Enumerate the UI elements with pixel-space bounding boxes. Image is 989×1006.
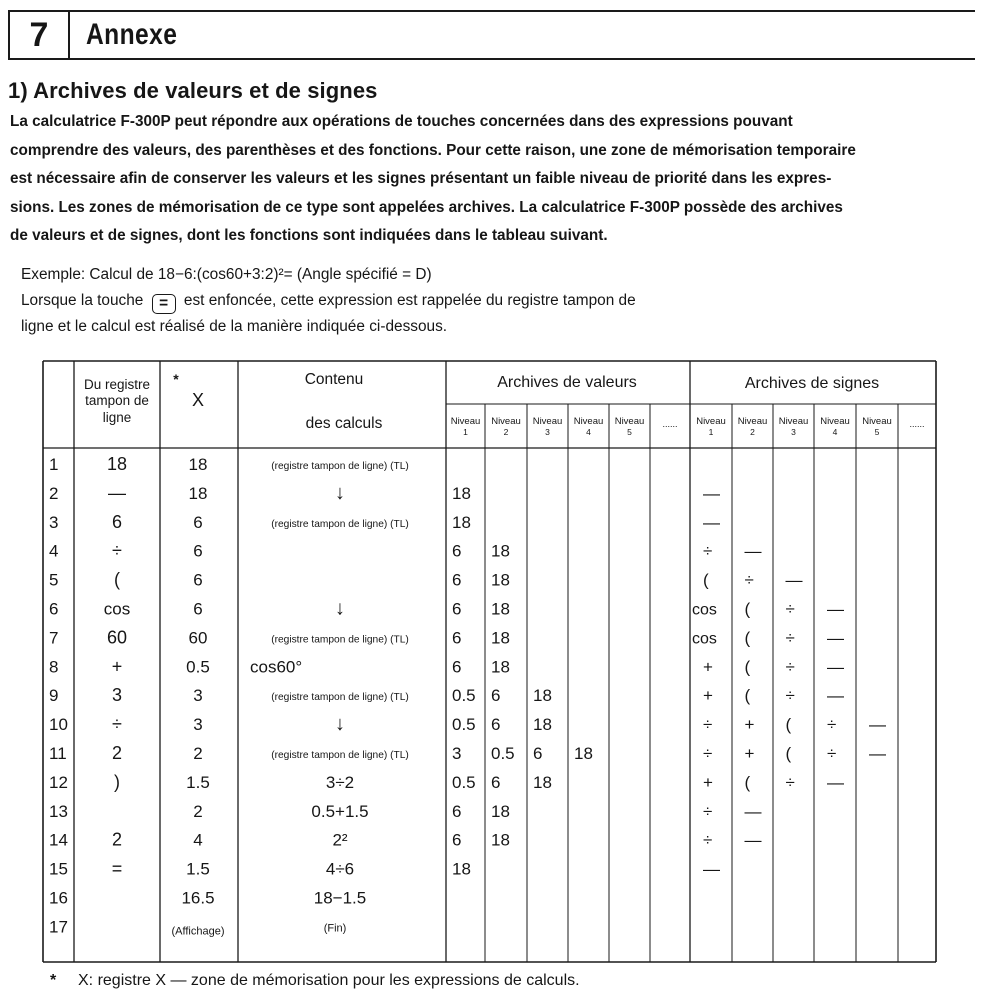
cell-sign-archive: ÷ (703, 830, 713, 850)
cell-x: 6 (193, 570, 203, 590)
header-buffer: ligne (102, 410, 132, 425)
header-level-number: 1 (463, 427, 468, 437)
cell-contents: 2² (332, 830, 348, 850)
cell-sign-archive: ÷ (827, 715, 837, 735)
cell-sign-archive: ÷ (785, 686, 795, 706)
intro-line: est nécessaire afin de conserver les valeurs et les signes présentant un faible niveau de priorité dans les expres- (10, 170, 832, 188)
cell-value-archive: 18 (452, 483, 471, 503)
cell-x: 6 (193, 541, 203, 561)
cell-sign-archive: — (703, 859, 720, 879)
cell-contents: (registre tampon de ligne) (TL) (271, 518, 409, 530)
cell-buffer: ( (114, 569, 120, 590)
footnote-star: * (50, 972, 57, 989)
cell-x: 2 (193, 801, 203, 821)
cell-value-archive: 18 (491, 657, 510, 677)
cell-x: 16.5 (181, 888, 215, 908)
header-buffer: Du registre (83, 377, 151, 392)
row-number: 1 (49, 455, 59, 474)
cell-sign-archive: — (744, 541, 762, 561)
cell-value-archive: 3 (452, 744, 462, 763)
cell-sign-archive: + (703, 657, 713, 677)
cell-value-archive: 6 (491, 772, 501, 792)
header-level-number: 5 (627, 427, 632, 437)
cell-value-archive: 6 (452, 541, 462, 561)
cell-value-archive: 18 (491, 541, 510, 561)
cell-value-archive: 0.5 (452, 686, 476, 706)
cell-value-archive: 18 (533, 715, 552, 735)
row-number: 5 (49, 570, 59, 590)
cell-sign-archive: — (744, 830, 762, 850)
cell-buffer: 18 (106, 454, 128, 474)
cell-buffer: ÷ (112, 714, 122, 735)
cell-value-archive: 0.5 (452, 715, 476, 735)
header-level-number: 4 (832, 427, 838, 437)
cell-value-archive: 18 (491, 570, 510, 590)
cell-x: 2 (193, 744, 203, 763)
cell-sign-archive: — (703, 512, 720, 532)
cell-sign-archive: — (827, 657, 844, 677)
header-x: X (191, 390, 205, 410)
cell-value-archive: 6 (452, 801, 462, 821)
header-level-number: 4 (586, 427, 591, 437)
header-more: ...... (909, 419, 925, 429)
row-number: 2 (49, 483, 59, 503)
row-number: 15 (49, 859, 68, 879)
cell-sign-archive: ÷ (827, 744, 837, 763)
cell-sign-archive: + (703, 772, 713, 792)
cell-value-archive: 18 (574, 744, 593, 763)
cell-sign-archive: ÷ (785, 628, 795, 648)
example-line: ligne et le calcul est réalisé de la manière indiquée ci-dessous. (21, 318, 448, 335)
header-level-number: 2 (503, 427, 509, 437)
cell-sign-archive: ÷ (785, 599, 795, 619)
cell-sign-archive: ( (703, 570, 709, 590)
cell-buffer: 3 (111, 685, 123, 706)
cell-sign-archive: ÷ (703, 744, 713, 763)
cell-buffer: ÷ (112, 540, 122, 561)
row-number: 16 (49, 888, 68, 908)
example-text: est enfoncée, cette expression est rappelée du registre tampon de (183, 292, 636, 309)
cell-x: 3 (193, 715, 203, 735)
cell-buffer: ) (114, 771, 120, 792)
cell-value-archive: 18 (491, 628, 510, 648)
cell-contents: cos60° (250, 657, 303, 677)
cell-contents: ↓ (335, 481, 345, 504)
cell-buffer: = (111, 858, 123, 879)
cell-buffer: — (108, 482, 126, 503)
row-number: 4 (49, 541, 59, 561)
section-title: 1) Archives de valeurs et de signes (8, 78, 378, 103)
row-number: 11 (49, 744, 67, 763)
cell-value-archive: 6 (491, 715, 501, 735)
header-level: Niveau (491, 416, 521, 427)
cell-buffer: + (111, 656, 123, 677)
cell-value-archive: 18 (491, 801, 510, 821)
cell-buffer: 60 (106, 627, 128, 648)
header-level-number: 3 (791, 427, 796, 437)
cell-contents: 18−1.5 (313, 888, 367, 908)
cell-value-archive: 6 (452, 570, 462, 590)
header-level: Niveau (862, 416, 892, 427)
header-value-archives: Archives de valeurs (497, 374, 637, 391)
cell-sign-archive: ( (744, 628, 751, 648)
cell-contents: (registre tampon de ligne) (TL) (271, 692, 409, 704)
cell-contents: ↓ (335, 597, 345, 620)
cell-value-archive: 18 (491, 830, 510, 850)
cell-sign-archive: ( (744, 686, 751, 706)
cell-sign-archive: — (869, 744, 886, 763)
row-number: 13 (49, 801, 68, 821)
equals-key-icon: = (152, 294, 176, 314)
cell-sign-archive: ÷ (703, 715, 713, 735)
cell-sign-archive: — (827, 686, 844, 706)
cell-value-archive: 6 (452, 628, 462, 648)
cell-sign-archive: + (703, 686, 713, 706)
cell-sign-archive: ÷ (703, 541, 713, 561)
cell-x: 18 (188, 483, 208, 503)
cell-buffer: cos (103, 599, 131, 619)
header-level: Niveau (614, 416, 645, 427)
cell-x: 60 (188, 628, 208, 648)
cell-sign-archive: — (703, 483, 720, 503)
cell-sign-archive: ÷ (703, 801, 713, 821)
row-number: 14 (49, 830, 68, 850)
cell-value-archive: 18 (452, 512, 471, 532)
example-text: Lorsque la touche (21, 292, 144, 309)
cell-value-archive: 6 (452, 599, 462, 619)
cell-sign-archive: ÷ (785, 772, 795, 792)
cell-contents: (Fin) (323, 922, 347, 935)
cell-value-archive: 18 (491, 599, 510, 619)
cell-x: 6 (193, 599, 203, 619)
row-number: 10 (49, 715, 68, 735)
cell-value-archive: 18 (452, 859, 471, 879)
cell-value-archive: 6 (491, 686, 501, 706)
cell-value-archive: 18 (533, 686, 552, 706)
row-number: 8 (49, 657, 59, 677)
header-sign-archives: Archives de signes (744, 375, 880, 392)
cell-sign-archive: ( (785, 744, 792, 763)
cell-sign-archive: + (744, 715, 755, 735)
cell-x: 1.5 (186, 772, 210, 792)
intro-line: comprendre des valeurs, des parenthèses et des fonctions. Pour cette raison, une zone de mémorisation temporaire (10, 141, 856, 159)
intro-line: La calculatrice F-300P peut répondre aux opérations de touches concernées dans des expressions pouvant (10, 113, 793, 130)
cell-buffer: 2 (111, 829, 123, 850)
header-level: Niveau (573, 416, 604, 427)
cell-x: 1.5 (186, 859, 210, 879)
cell-contents: (registre tampon de ligne) (TL) (271, 634, 409, 646)
header-x-star: * (173, 371, 179, 387)
cell-x: 6 (193, 512, 203, 532)
cell-x: 0.5 (186, 657, 210, 677)
cell-sign-archive: ( (744, 772, 751, 792)
header-level: Niveau (820, 416, 850, 427)
cell-sign-archive: — (827, 772, 844, 792)
header-contents: Contenu (304, 371, 364, 388)
header-level: Niveau (696, 416, 726, 427)
cell-value-archive: 6 (452, 657, 462, 677)
header-level-number: 5 (874, 427, 880, 437)
cell-sign-archive: ( (785, 715, 792, 735)
cell-buffer: 6 (111, 511, 123, 532)
header-level: Niveau (532, 416, 563, 427)
cell-value-archive: 0.5 (452, 772, 476, 792)
header-level: Niveau (778, 416, 809, 427)
row-number: 7 (49, 628, 59, 648)
footnote-text: X: registre X — zone de mémorisation pour les expressions de calculs. (78, 972, 580, 989)
cell-sign-archive: ÷ (785, 657, 795, 677)
cell-sign-archive: ( (744, 657, 751, 677)
footnote (50, 972, 580, 990)
cell-x: (Affichage) (171, 925, 225, 938)
row-number: 6 (49, 599, 59, 619)
cell-buffer: 2 (111, 743, 123, 763)
header-level-number: 3 (545, 427, 550, 437)
cell-sign-archive: — (869, 715, 886, 735)
cell-value-archive: 0.5 (491, 744, 515, 763)
cell-sign-archive: — (827, 628, 844, 648)
header-contents: des calculs (305, 415, 383, 432)
cell-contents: (registre tampon de ligne) (TL) (271, 750, 409, 761)
cell-sign-archive: ( (744, 599, 751, 619)
cell-x: 3 (193, 686, 203, 706)
cell-x: 18 (188, 455, 208, 474)
header-more: ...... (662, 419, 678, 429)
cell-sign-archive: + (744, 744, 755, 763)
chapter-number: 7 (8, 10, 70, 60)
row-number: 12 (49, 772, 68, 792)
intro-line: sions. Les zones de mémorisation de ce type sont appelées archives. La calculatrice F-300P possède des archives (10, 198, 843, 216)
cell-contents: ↓ (335, 713, 345, 736)
cell-value-archive: 6 (452, 830, 462, 850)
cell-sign-archive: — (827, 599, 844, 619)
cell-contents: (registre tampon de ligne) (TL) (271, 461, 409, 472)
cell-sign-archive: — (744, 801, 762, 821)
intro-line: de valeurs et de signes, dont les fonctions sont indiquées dans le tableau suivant. (10, 227, 608, 245)
header-level-number: 2 (750, 427, 755, 437)
header-level-number: 1 (708, 427, 714, 437)
example-line: Exemple: Calcul de 18−6:(cos60+3:2)²= (Angle spécifié = D) (21, 266, 432, 283)
chapter-title: Annexe (86, 18, 178, 51)
cell-contents: 3÷2 (325, 772, 355, 792)
header-level: Niveau (450, 416, 481, 427)
cell-value-archive: 18 (533, 772, 552, 792)
row-number: 17 (49, 917, 68, 937)
header-buffer: tampon de (85, 393, 149, 408)
row-number: 9 (49, 686, 59, 706)
cell-value-archive: 6 (533, 744, 543, 763)
cell-sign-archive: cos (692, 630, 717, 648)
cell-contents: 4÷6 (325, 859, 355, 879)
cell-contents: 0.5+1.5 (311, 801, 369, 821)
header-level: Niveau (737, 416, 768, 427)
cell-x: 4 (193, 830, 203, 850)
row-number: 3 (49, 512, 59, 532)
cell-sign-archive: — (785, 570, 803, 590)
cell-sign-archive: cos (692, 601, 717, 619)
cell-sign-archive: ÷ (744, 570, 754, 590)
